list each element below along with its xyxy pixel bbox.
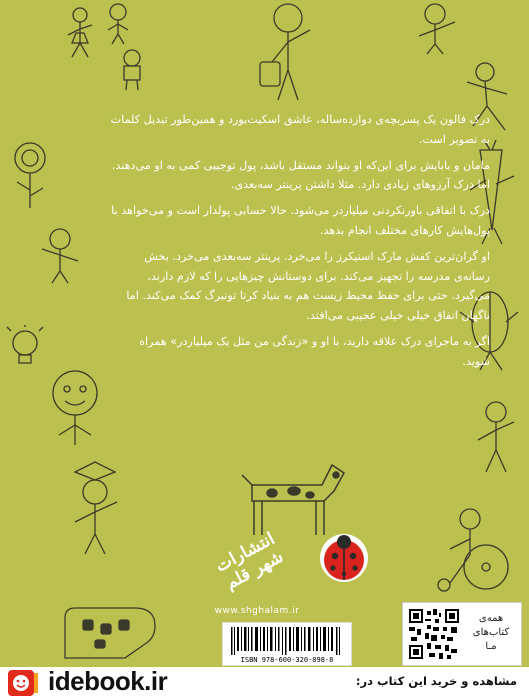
series-label-line: همه‌ی: [478, 613, 504, 624]
series-label-line: کتاب‌های: [472, 627, 510, 638]
doodle-hand: [55, 588, 160, 668]
blurb-paragraph: درک با اتفاقی باورنکردنی میلیاردر می‌شود. حالا حسابی پولدار است و می‌خواهد با پول‌هایش کارهای مختلف انجام بدهد.: [111, 204, 490, 237]
doodle-wheelchair-figure: [420, 505, 520, 595]
qr-code[interactable]: [409, 609, 459, 659]
site-cta: مشاهده و خرید این کتاب در:: [355, 674, 517, 688]
qr-panel: [402, 602, 522, 666]
doodle-pointing-figure: [405, 0, 465, 55]
blurb-paragraph: درک فالون یک پسربچه‌ی دوازده‌ساله، عاشق اسکیت‌بورد و همین‌طور تبدیل کلمات به تصویر است.: [110, 113, 490, 146]
book-blurb: [110, 110, 490, 378]
book-tab-icon: [34, 673, 38, 693]
publisher-name: انتشارات شهر قلم: [212, 528, 287, 594]
blurb-paragraph: او گران‌ترین کفش مارک اسنیکرز را می‌خرد. پرینتر سه‌بعدی می‌خرد. بخش رسانه‌ی مدرسه را تجهیز می‌کند. برای دوستانش چیزهایی را که لازم دارند، می‌گیرد. حتی برای حفظ محیط زیست هم به بنیاد کرتا تونبرگ کمک می‌کند. اما ناگهان اتفاق خیلی خیلی عجیبی می‌افتد.: [126, 249, 490, 323]
doodle-flower-left: [5, 140, 55, 210]
site-logo[interactable]: [2, 667, 217, 700]
isbn-barcode: [222, 622, 352, 666]
barcode-bars: [231, 627, 343, 655]
site-name[interactable]: idebook.ir: [48, 666, 168, 696]
site-footer-bar: [0, 667, 529, 700]
series-label: [467, 612, 515, 654]
publisher-website: www.shghalam.ir: [214, 606, 300, 616]
series-label-line: مـا: [485, 641, 497, 652]
doodle-lightbulb: [5, 325, 45, 375]
doodle-pointing-boy: [30, 225, 90, 285]
book-icon: [8, 670, 34, 696]
doodle-graduate-figure: [55, 458, 135, 558]
isbn-number: ISBN 978-600-320-898-8: [240, 656, 334, 664]
doodle-round-face: [45, 365, 105, 455]
blurb-paragraph: اگر به ماجرای درک علاقه دارید، با او و «زندگی من مثل یک میلیاردر» همراه شوید.: [139, 334, 490, 368]
doodle-person-backpack: [250, 0, 320, 110]
doodle-kid-right: [468, 398, 523, 478]
doodle-small-kid: [112, 48, 152, 93]
doodle-boy-figure: [98, 2, 138, 47]
blurb-paragraph: مامان و بابایش برای این‌که او بتواند مستقل باشد، پول توجیبی کمی به او می‌دهند. اما درک آرزوهای زیادی دارد. مثلا داشتن پرینتر سه‌بعدی.: [111, 158, 490, 192]
